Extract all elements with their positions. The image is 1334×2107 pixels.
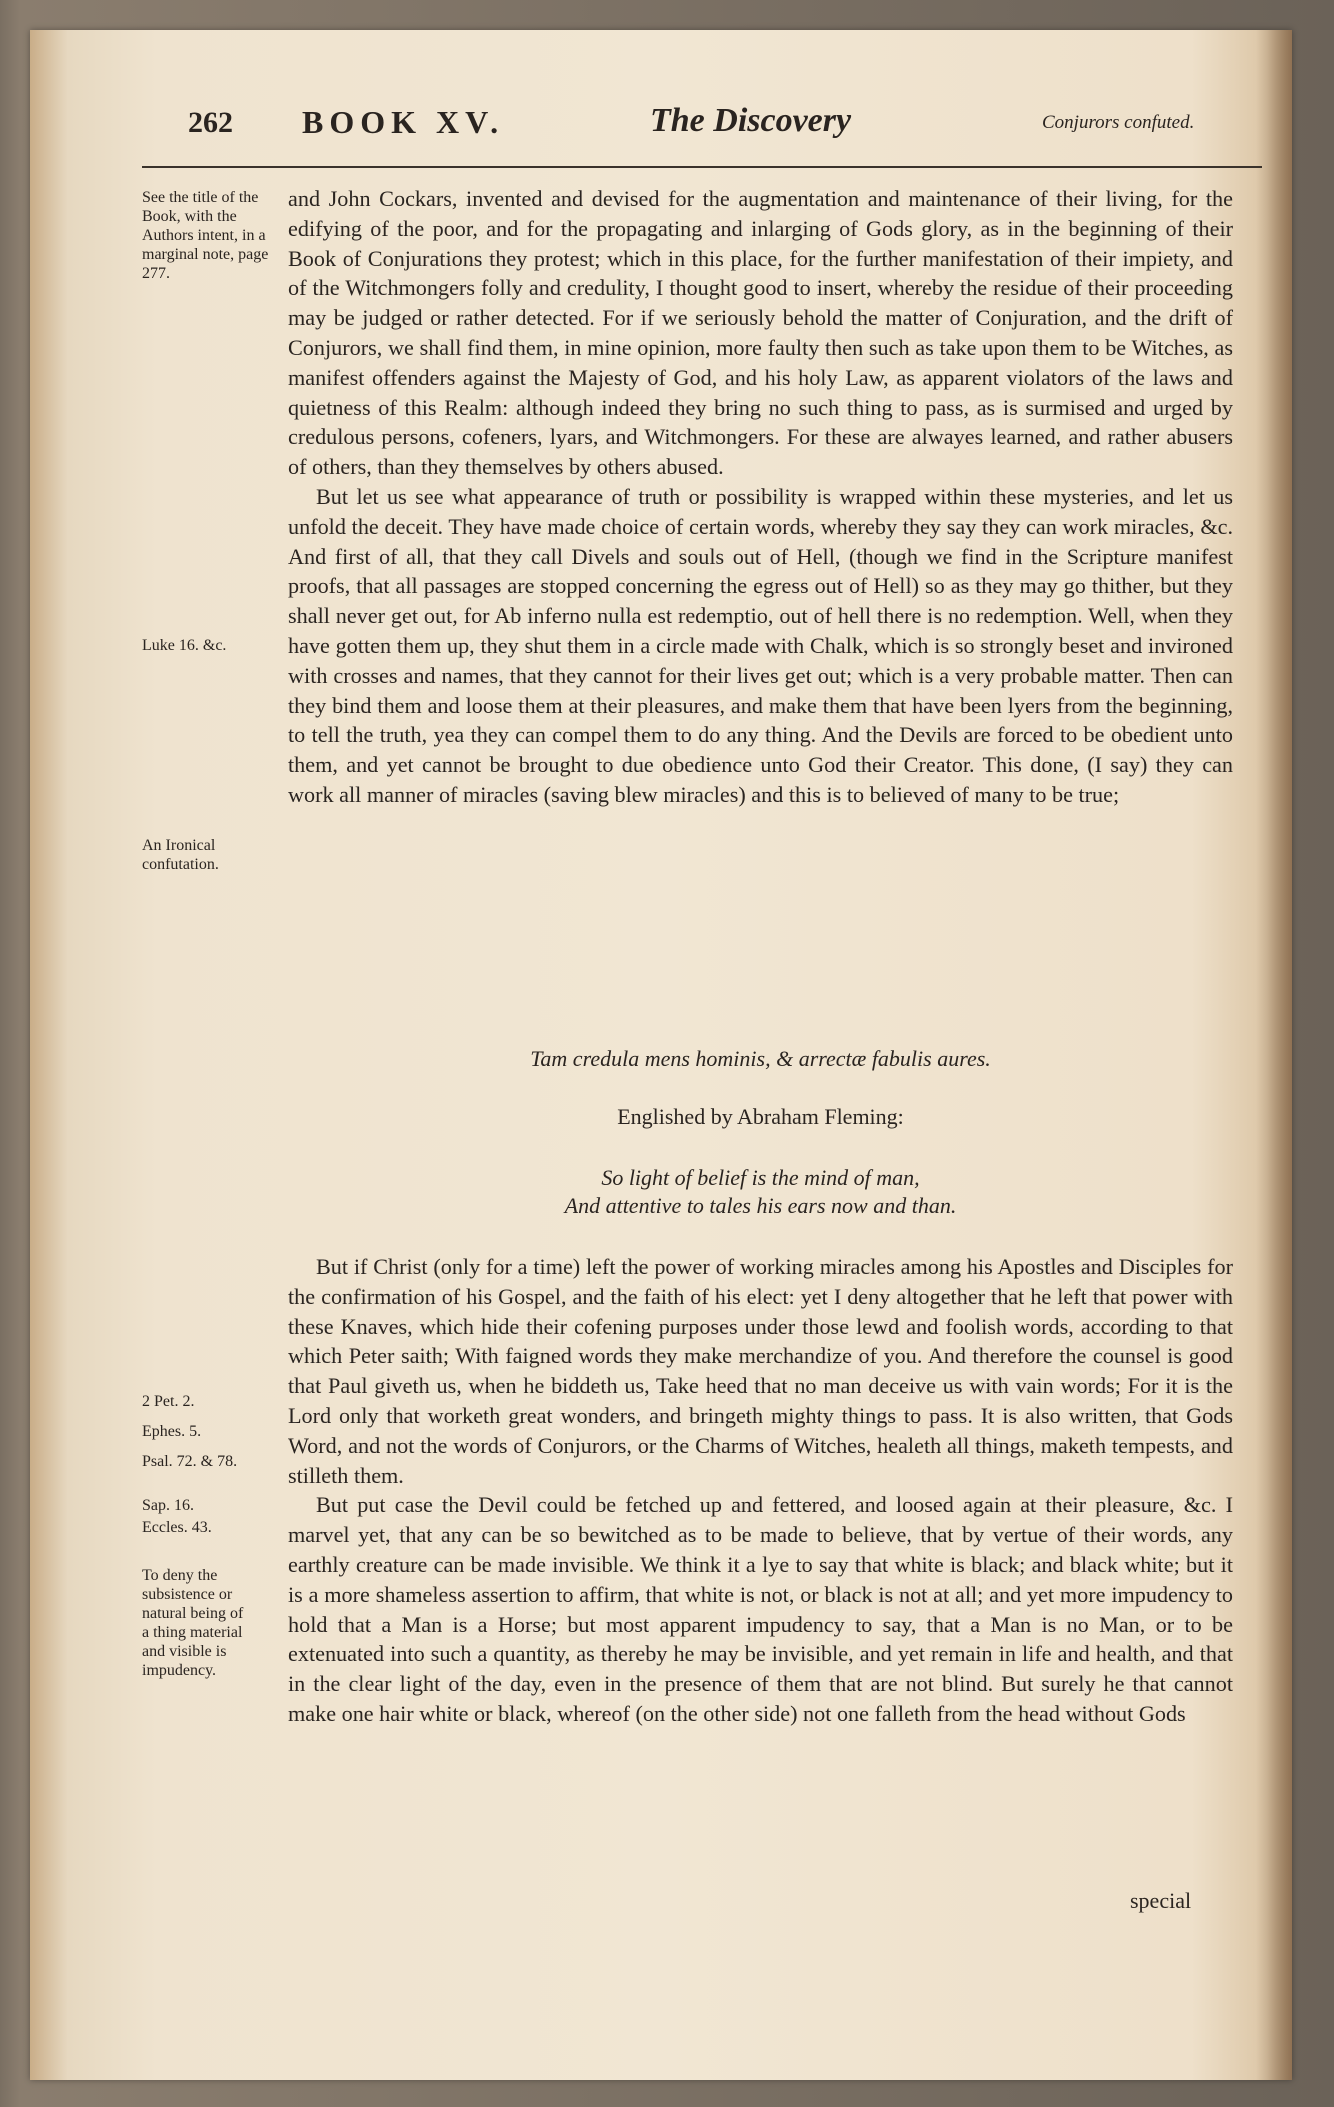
margin-note-title-reference: See the title of the Book, with the Authors intent, in a marginal note, page 277. <box>142 189 269 282</box>
englished-by: Englished by Abraham Fleming: <box>617 1104 904 1129</box>
book-page <box>30 30 1292 2080</box>
margin-note-peter: 2 Pet. 2. <box>142 1393 195 1410</box>
book-number: BOOK XV. <box>302 104 505 140</box>
english-verse-line-2: And attentive to tales his ears now and than. <box>564 1193 957 1218</box>
english-verse <box>288 1164 1233 1220</box>
body-text-section-1 <box>288 184 1233 810</box>
header-rule <box>142 166 1262 168</box>
page-edge-shadow <box>1256 30 1292 2080</box>
page-header <box>30 88 1292 148</box>
catchword: special <box>1130 1888 1192 1913</box>
page-number: 262 <box>188 106 233 139</box>
paragraph-4: But put case the Devil could be fetched up and fettered, and loosed again at their pleasure, &c. I marvel yet, that any can be so bewitched as to be made to believe, that by vertue of their words, any earthly creature can be made invisible. We think it a lye to say that white is black; and black white; but it is a more shameless assertion to affirm, that white is not, or black is not at all; and yet more impudency to hold that a Man is a Horse; but most apparent impudency to say, that a Man is no Man, or to be extenuated into such a quantity, as thereby he may be invisible, and yet remain in life and health, and that in the clear light of the day, even in the presence of them that are not blind. But surely he that cannot make one hair white or black, whereof (on the other side) not one falleth from the head without Gods <box>288 1492 1233 1726</box>
margin-note-ironical: An Ironical confutation. <box>142 837 219 873</box>
margin-note-impudency: To deny the subsistence or natural being of a thing material and visible is impudency. <box>142 1567 244 1679</box>
english-verse-line-1: So light of belief is the mind of man, <box>601 1165 920 1190</box>
margin-note-ephesians: Ephes. 5. <box>142 1423 202 1440</box>
margin-note-psalms: Psal. 72. & 78. <box>142 1453 238 1470</box>
body-text-section-2 <box>288 1252 1233 1729</box>
margin-note-ecclesiasticus: Eccles. 43. <box>142 1519 212 1536</box>
book-title: The Discovery <box>650 102 852 139</box>
running-title: Conjurors confuted. <box>1042 112 1195 133</box>
paragraph-3: But if Christ (only for a time) left the power of working miracles among his Apostles and Disciples for the confirmation of his Gospel, and the faith of his elect: yet I deny altogether that he left that power with these Knaves, which hide their cofening purposes under those lewd and foolish words, according to that which Peter saith; With faigned words they make merchandize of you. And therefore the counsel is good that Paul giveth us, when he biddeth us, Take heed that no man deceive us with vain words; For it is the Lord only that worketh great wonders, and bringeth mighty things to pass. It is also written, that Gods Word, and not the words of Conjurors, or the Charms of Witches, healeth all things, maketh tempests, and stilleth them. <box>288 1254 1233 1488</box>
margin-note-sapientia: Sap. 16. <box>142 1497 194 1514</box>
paragraph-1: and John Cockars, invented and devised for the augmentation and maintenance of their living, for the edifying of the poor, and for the propagating and inlarging of Gods glory, as in the beginning of their Book of Conjurations they protest; which in this place, for the further manifestation of their impiety, and of the Witchmongers folly and credulity, I thought good to insert, whereby the residue of their proceeding may be judged or rather detected. For if we seriously behold the matter of Conjuration, and the drift of Conjurors, we shall find them, in mine opinion, more faulty then such as take upon them to be Witches, as manifest offenders against the Majesty of God, and his holy Law, as apparent violators of the laws and quietness of this Realm: although indeed they bring no such thing to pass, as is surmised and urged by credulous persons, cofeners, lyars, and Witchmongers. For these are alwayes learned, and rather abusers of others, than they themselves by others abused. <box>288 186 1233 480</box>
margin-note-luke: Luke 16. &c. <box>142 637 227 654</box>
latin-verse: Tam credula mens hominis, & arrectæ fabulis aures. <box>530 1046 991 1071</box>
paragraph-2: But let us see what appearance of truth or possibility is wrapped within these mysteries, and let us unfold the deceit. They have made choice of certain words, whereby they say they can work miracles, &c. And first of all, that they call Divels and souls out of Hell, (though we find in the Scripture manifest proofs, that all passages are stopped concerning the egress out of Hell) so as they may go thither, but they shall never get out, for Ab inferno nulla est redemptio, out of hell there is no redemption. Well, when they have gotten them up, they shut them in a circle made with Chalk, which is so strongly beset and invironed with crosses and names, that they cannot for their lives get out; which is a very probable matter. Then can they bind them and loose them at their pleasures, and make them that have been lyers from the beginning, to tell the truth, yea they can compel them to do any thing. And the Devils are forced to be obedient unto them, and yet cannot be brought to due obedience unto God their Creator. This done, (I say) they can work all manner of miracles (saving blew miracles) and this is to believed of many to be true; <box>288 483 1233 807</box>
